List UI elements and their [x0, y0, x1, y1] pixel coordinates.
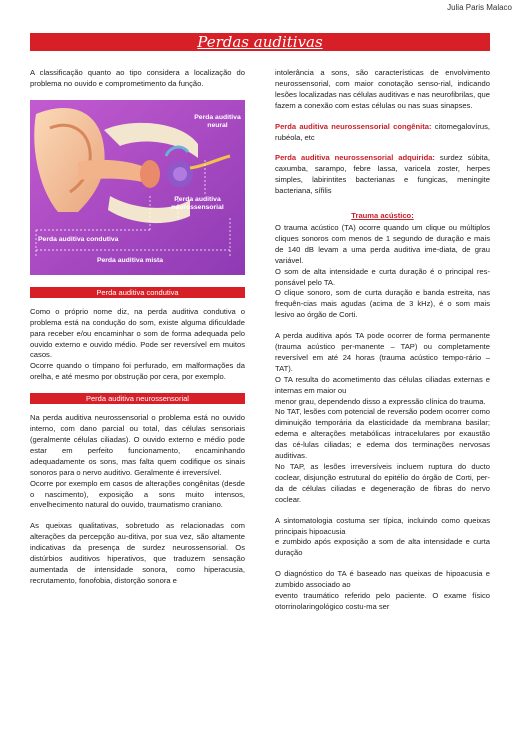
heading-conductive: Perda auditiva condutiva	[30, 287, 245, 298]
label-sensorineural-loss: Perda auditiva neurossensorial	[171, 195, 224, 211]
trauma-paragraph-12: evento traumático referido pelo paciente. O exame físico otorrinolaringológico costu-ma ser	[275, 591, 490, 611]
conductive-paragraph-2: Ocorre quando o tímpano foi perfurado, em malformações da orelha, e até mesmo por obstrução por cera, por exemplo.	[30, 361, 245, 382]
label-conductive-loss: Perda auditiva condutiva	[38, 235, 119, 243]
trauma-paragraph-2: O som de alta intensidade e curta duração é o principal res-ponsável pelo TA.	[275, 266, 490, 287]
sensorineural-paragraph-3: As queixas qualitativas, sobretudo as relacionadas com alterações da percepção au-ditiva, por sua vez, são altamente indicativas da presença de surdez neurossensorial. Os distúrbios auditivos hiperativos, que traduzem sensação aumentada de intensidade sonora, como hiperacusia, recrutamento, fonofobia, distorção sonora e	[30, 521, 245, 585]
trauma-paragraph-5: O TA resulta do acometimento das células ciliadas externas e internas em maior ou	[275, 374, 490, 395]
right-column	[275, 68, 490, 613]
acquired-label: Perda auditiva neurossensorial adquirida:	[275, 153, 435, 163]
trauma-paragraph-7: No TAT, lesões com potencial de reversão podem ocorrer como diminuição temporária da elasticidade da membrana basilar; edema e alterações metabólicas intracelulares por exaustão das cé-lulas ciliadas; e edema dos terminações nervosas auditivas.	[275, 407, 490, 461]
congenital-label: Perda auditiva neurossensorial congênita:	[275, 121, 432, 131]
sensorineural-paragraph-1: Na perda auditiva neurossensorial o problema está no ouvido interno, com dano parcial ou total, das células sensoriais (geralmente células ciliadas). O ouvido externo e médio pode estar em perfeito funcionamento, encaminhando adequadamente os sons, mas falta quem codifique os sinais sonoros para o nervo auditivo. Geralmente é irreversível.	[30, 413, 245, 477]
congenital-text: citomegalovírus, rubéola, etc	[275, 121, 490, 142]
trauma-paragraph-8: No TAP, as lesões irreversíveis incluem ruptura do ducto coclear, disjunção estrutural do epitélio do órgão de Corti, per-da de células ciliadas e degeneração de fibras do nervo coclear.	[275, 462, 490, 504]
sensorineural-paragraph-2: Ocorre por exemplo em casos de alterações congênitas (desde o nascimento), exposição a sons muito intensos, envelhecimento natural do ouvido, traumatismo craniano.	[30, 478, 245, 510]
ear-diagram	[30, 100, 245, 275]
author-name: Julia Paris Malaco	[447, 3, 512, 12]
label-neural-loss: Perda auditiva neural	[194, 113, 241, 129]
heading-sensorineural: Perda auditiva neurossensorial	[30, 393, 245, 404]
trauma-paragraph-4: A perda auditiva após TA pode ocorrer de forma permanente (trauma acústico per-manente – TAP) ou completamente reversível em até 24 horas (trauma acústico tempo-rário – TAT).	[275, 331, 490, 373]
conductive-paragraph-1: Como o próprio nome diz, na perda auditiva condutiva o problema está na condução do som, existe alguma dificuldade para receber e/ou encaminhar o som de forma adequada pelo ouvido externo e ouvido médio. Pode ser reversível em muitos casos.	[30, 306, 245, 360]
trauma-paragraph-10: e zumbido após exposição a som de alta intensidade e curta duração	[275, 537, 490, 558]
trauma-paragraph-6: menor grau, dependendo disso a expressão clínica do trauma.	[275, 396, 486, 406]
continued-paragraph: intolerância a sons, são características de envolvimento neurossensorial, com maior conotação senso-rial, indicando lesões localizadas nas células auditivas e nas neurofibrilas, que fazem a conexão com estas células ou nas suas sinapses.	[275, 68, 490, 110]
acquired-text: surdez súbita, caxumba, sarampo, febre lassa, varicela zoster, herpes simples, labirintites bacterianas e fungicas, meningite bacteriana, sífilis	[275, 153, 490, 196]
acquired-paragraph	[275, 153, 490, 197]
congenital-paragraph	[275, 122, 490, 144]
trauma-paragraph-11: O diagnóstico do TA é baseado nas queixas de hipoacusia e zumbido associado ao	[275, 569, 490, 590]
heading-acoustic-trauma: Trauma acústico:	[351, 211, 414, 221]
title-banner	[30, 33, 490, 51]
label-mixed-loss: Perda auditiva mista	[96, 256, 164, 264]
left-column	[30, 68, 245, 597]
trauma-paragraph-9: A sintomatologia costuma ser típica, incluindo como queixas principais hipoacusia	[275, 515, 490, 536]
trauma-paragraph-1: O trauma acústico (TA) ocorre quando um clique ou múltiplos cliques sonoros com menos de 1 segundo de duração e mais de 140 dB levam a uma perda auditiva ime-diata, de grau variável.	[275, 222, 490, 265]
trauma-paragraph-3: O clique sonoro, som de curta duração e banda estreita, nas frequên-cias mais agudas (acima de 3 kHz), é o som mais lesivo ao órgão de Corti.	[275, 288, 490, 320]
intro-paragraph: A classificação quanto ao tipo considera a localização do problema no ouvido e comprometimento da função.	[30, 68, 245, 88]
page-title: Perdas auditivas	[197, 33, 323, 51]
